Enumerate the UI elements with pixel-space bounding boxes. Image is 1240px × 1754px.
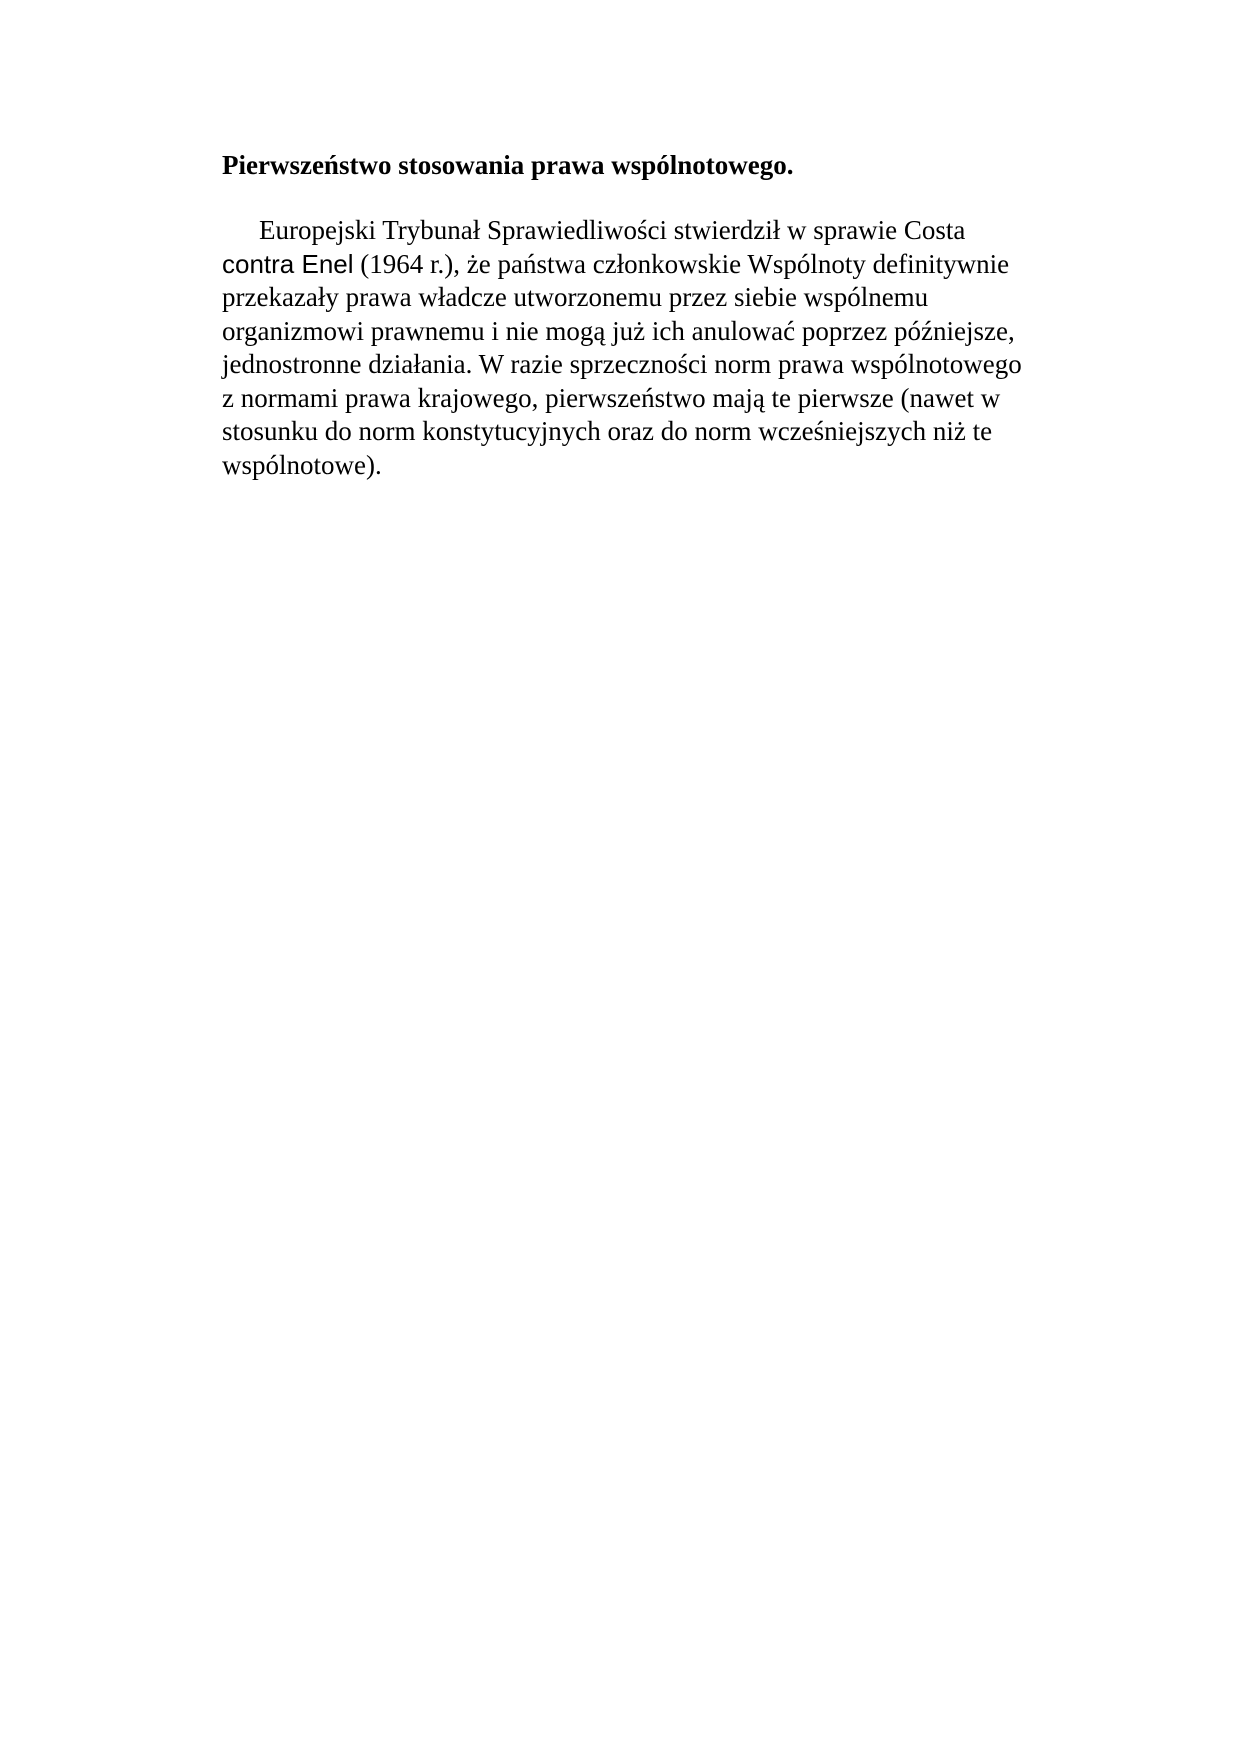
paragraph-line-1: Europejski Trybunał Sprawiedliwości stwierdził w sprawie Costa <box>259 215 966 245</box>
paragraph-line-3: przekazały prawa władcze utworzonemu przez siebie wspólnemu <box>222 282 929 312</box>
document-title: Pierwszeństwo stosowania prawa wspólnotowego. <box>222 150 794 180</box>
paragraph-line-8: wspólnotowe). <box>222 449 382 480</box>
paragraph-line-6: z normami prawa krajowego, pierwszeństwo mają te pierwsze (nawet w <box>222 382 1001 413</box>
paragraph-line-2-rest: (1964 r.), że państwa członkowskie Wspólnoty definitywnie <box>353 248 1010 279</box>
paragraph-line-2 <box>222 248 1102 282</box>
paragraph-line-5: jednostronne działania. W razie sprzeczności norm prawa wspólnotowego <box>222 349 1022 379</box>
paragraph-line-7: stosunku do norm konstytucyjnych oraz do norm wcześniejszych niż te <box>222 416 993 446</box>
paragraph-line-4: organizmowi prawnemu i nie mogą już ich anulować poprzez późniejsze, <box>222 315 1015 346</box>
case-name: contra Enel <box>222 248 354 279</box>
body-paragraph <box>222 214 1102 482</box>
